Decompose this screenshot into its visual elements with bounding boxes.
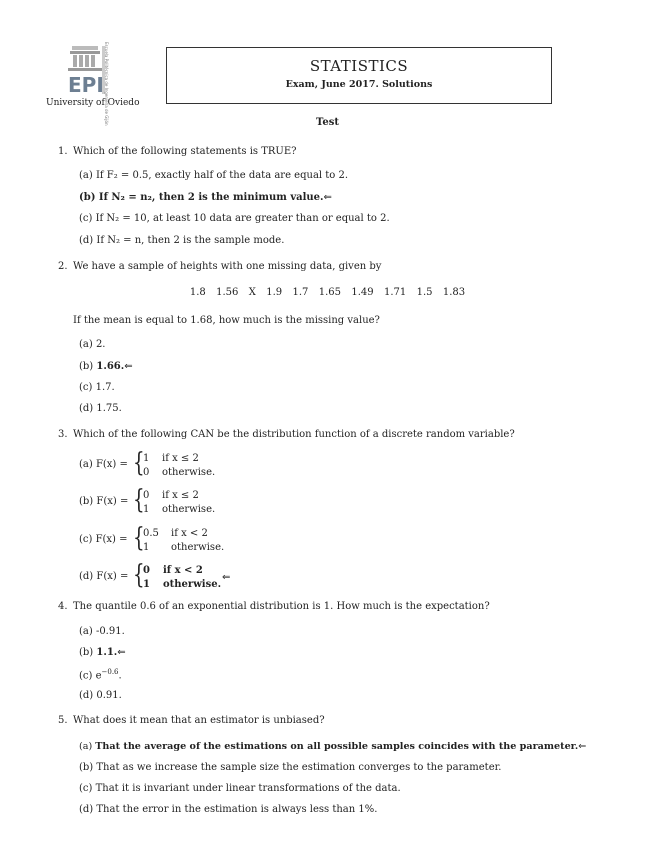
q2-number: 2.: [58, 261, 68, 272]
answer-marker: ⇐: [124, 361, 133, 372]
q3-option-b-label: (b) F(x) =: [79, 496, 129, 507]
q1-option-b-text: (b) If N₂ = n₂, then 2 is the minimum value.: [79, 192, 324, 203]
q4-option-c: [79, 668, 122, 681]
answer-marker: ⇐: [323, 192, 332, 203]
q5-option-c: (c) That it is invariant under linear transformations of the data.: [79, 783, 401, 794]
q4-option-b: [79, 647, 126, 658]
answer-marker: ⇐: [117, 647, 126, 658]
q2-option-b-label: (b): [79, 361, 94, 372]
q4-option-d: (d) 0.91.: [79, 690, 122, 701]
brace-icon: {: [133, 485, 145, 515]
q3-d-cond-1: if x < 2: [163, 565, 203, 576]
q5-option-a-label: (a): [79, 741, 93, 752]
q5-option-b: (b) That as we increase the sample size the estimation converges to the parameter.: [79, 762, 502, 773]
q3-c-value-2: 1: [143, 542, 150, 553]
q4-number: 4.: [58, 601, 68, 612]
q4-option-c-label: (c) e: [79, 670, 102, 682]
q3-b-cond-2: otherwise.: [162, 504, 216, 515]
answer-marker: ⇐: [578, 741, 587, 752]
q3-d-cond-2: otherwise.: [163, 579, 222, 590]
q2-text-2: If the mean is equal to 1.68, how much is the missing value?: [73, 315, 380, 326]
q5-number: 5.: [58, 715, 68, 726]
q3-a-cond-1: if x ≤ 2: [162, 453, 199, 464]
q3-number: 3.: [58, 429, 68, 440]
q3-d-value-1: 0: [143, 565, 150, 576]
q2-option-b: [79, 361, 133, 372]
q2-option-b-value: 1.66.: [96, 361, 125, 372]
q3-option-a-label: (a) F(x) =: [79, 459, 128, 470]
q1-text: Which of the following statements is TRUE?: [73, 146, 297, 157]
brace-icon: {: [133, 560, 145, 590]
section-title: Test: [316, 117, 339, 128]
q4-option-c-end: .: [118, 670, 122, 682]
logo-graphic: [58, 42, 120, 98]
q3-d-value-2: 1: [143, 579, 150, 590]
q3-b-cond-1: if x ≤ 2: [162, 490, 199, 501]
q1-option-b: [79, 192, 332, 203]
logo-vertical-text: [100, 40, 110, 126]
university-logo: [58, 42, 120, 98]
q3-text: Which of the following CAN be the distribution function of a discrete random variable?: [73, 429, 515, 440]
q1-option-c: (c) If N₂ = 10, at least 10 data are greater than or equal to 2.: [79, 213, 390, 224]
q5-option-d: (d) That the error in the estimation is always less than 1%.: [79, 804, 378, 815]
svg-text:EPI: EPI: [68, 73, 104, 97]
q3-option-d-label: (d) F(x) =: [79, 571, 129, 582]
q3-a-cond-2: otherwise.: [162, 467, 216, 478]
q3-c-cond-2: otherwise.: [171, 542, 225, 553]
q3-b-value-1: 0: [143, 490, 150, 501]
q3-option-a: [79, 450, 319, 480]
answer-marker: ⇐: [222, 572, 231, 583]
q2-text: We have a sample of heights with one missing data, given by: [73, 261, 382, 272]
q1-option-d: (d) If N₂ = n, then 2 is the sample mode.: [79, 235, 285, 246]
q4-option-b-value: 1.1.: [96, 647, 118, 658]
q3-option-b: [79, 487, 319, 517]
q3-option-d: [79, 562, 319, 592]
q3-c-cond-1: if x < 2: [171, 528, 208, 539]
q3-c-value-1: 0.5: [143, 528, 159, 539]
q3-option-c: [79, 525, 319, 555]
q2-option-a: (a) 2.: [79, 339, 106, 350]
exam-subtitle: Exam, June 2017. Solutions: [285, 79, 433, 90]
q1-option-a: (a) If F₂ = 0.5, exactly half of the data are equal to 2.: [79, 170, 349, 181]
q4-text: The quantile 0.6 of an exponential distribution is 1. How much is the expectation?: [73, 601, 490, 612]
q2-option-c: (c) 1.7.: [79, 382, 115, 393]
q5-option-a-value: That the average of the estimations on all possible samples coincides with the parameter.: [95, 741, 579, 752]
q5-text: What does it mean that an estimator is unbiased?: [73, 715, 325, 726]
university-name: University of Oviedo: [46, 98, 140, 108]
q4-option-a: (a) -0.91.: [79, 626, 125, 637]
header-box: [166, 47, 552, 104]
brace-icon: {: [133, 523, 145, 553]
q3-a-value-2: 0: [143, 467, 150, 478]
q5-option-a: [79, 741, 586, 752]
brace-icon: {: [133, 448, 145, 478]
q2-sample-data: 1.8 1.56 X 1.9 1.7 1.65 1.49 1.71 1.5 1.83: [189, 287, 466, 298]
q4-option-b-label: (b): [79, 647, 94, 658]
page-title: STATISTICS: [309, 57, 409, 75]
q3-b-value-2: 1: [143, 504, 150, 515]
q1-number: 1.: [58, 146, 68, 157]
q2-option-d: (d) 1.75.: [79, 403, 122, 414]
q3-a-value-1: 1: [143, 453, 150, 464]
q3-option-c-label: (c) F(x) =: [79, 534, 128, 545]
svg-text:Escuela Politécnica de Ingenie: Escuela Politécnica de Ingeniería de Gijón: [104, 42, 109, 126]
q4-option-c-exponent: −0.6: [101, 668, 119, 676]
